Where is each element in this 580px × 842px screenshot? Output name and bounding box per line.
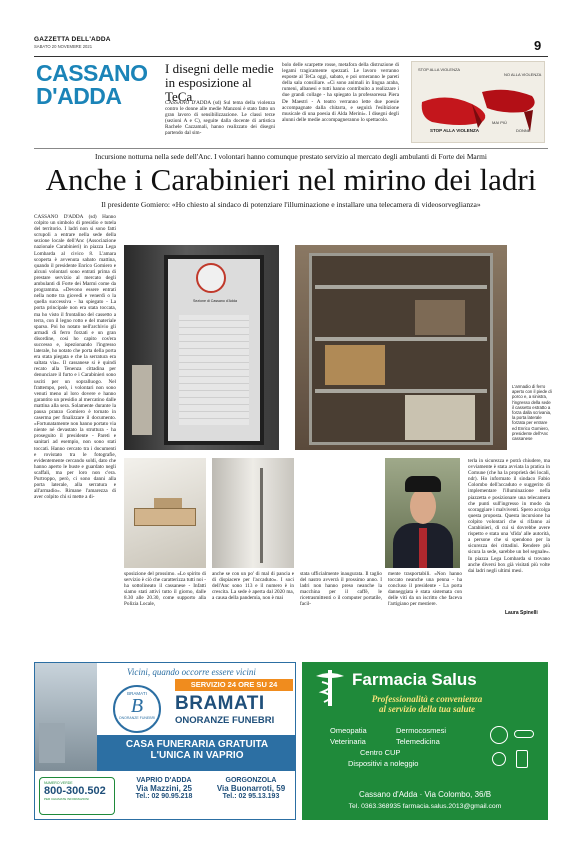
teca-headline: I disegni delle medie in esposizione al TeCa — [165, 61, 274, 104]
vaprio-city: VAPRIO D'ADDA — [136, 777, 192, 784]
bramati-banner-line2: L'UNICA IN VAPRIO — [150, 750, 244, 761]
page-number: 9 — [534, 38, 542, 53]
bramati-location-gorgonzola — [209, 777, 293, 800]
service-omeopatia: Omeopatia — [330, 726, 367, 735]
bramati-name: BRAMATI — [175, 693, 265, 714]
drawer-photo — [124, 458, 206, 568]
bramati-slogan: Vicini, quando occorre essere vicini — [127, 667, 256, 677]
gomiero-portrait — [385, 458, 460, 568]
drawing-text-1: STOP ALLA VIOLENZA — [418, 67, 461, 72]
farmacia-tagline-line2: al servizio della tua salute — [378, 704, 475, 714]
main-col6: terla in sicurezza e potrà chiudere, ma ovviamente è stata avviata la pratica in Comune (che ha la proprietà dei locali, ndr). Ho informato il sindaco Fabio Colombo dell'accaduto e suggerito di implementare l'illuminazione nella piazzetta e posizionare una telecamera che punti sull'ingresso in modo da scoraggiare i malviventi. Spero accolga questa proposta. Questa incursione ha colpito volontari che si rifanno ai Carabinieri, di cui si dovrebbe avere rispetto e stata una 'sfida' alle autorità, a persone che si spendono per la sicurezza dei cittadini. Rendere più sicura la sede, sarebbe un bel segnale». In piazza Lega Lombarda si trovano anche diversi box già visitati più volte dai ladri negli ultimi mesi. — [468, 458, 550, 574]
main-col5: mente trasportabili. «Non hanno toccato neanche una penna - ha concluso il presidente - La porta danneggiata è stata sistemata con delle viti da un iscritto che faceva l'artigiano per mestiere. — [388, 571, 462, 608]
paper-name: GAZZETTA DELL'ADDA — [34, 36, 111, 43]
anc-door-photo — [124, 245, 279, 450]
farmacia-name: Farmacia Salus — [352, 670, 477, 689]
farmacia-tagline — [322, 694, 532, 714]
heart-icon — [490, 726, 508, 744]
bramati-logo-sub: ONORANZE FUNEBRI — [118, 716, 156, 720]
bramati-banner — [97, 735, 296, 771]
green-number-label: NUMERO VERDE — [44, 781, 73, 785]
farmacia-address: Cassano d'Adda · Via Colombo, 36/B — [358, 790, 492, 799]
vaprio-tel[interactable]: Tel.: 02 90.95.218 — [135, 793, 193, 800]
drawing-text-4: MAI PIÙ — [492, 120, 507, 125]
section-town — [36, 62, 152, 108]
drawing-text-2: NO ALLA VIOLENZA — [504, 72, 542, 77]
paw-icon — [492, 752, 506, 766]
bramati-logo — [113, 685, 161, 733]
main-kicker: Incursione notturna nella sede dell'Anc. I volontari hanno comunque prestato servizio al mercato degli ambulanti di Forte dei Marmi — [95, 152, 487, 161]
cabinet-photo — [295, 245, 507, 450]
service-telemedicina: Telemedicina — [396, 737, 440, 746]
teca-col1: CASSANO D'ADDA (sd) Sul tema della violenza contro le donne alle medie Manzoni è stato fatto un gran lavoro di sensibilizzazione. Le classi terze (sezioni A e C), seguite dalla docente di artistica Rachele Cazzamali, hanno realizzato dei disegni partendo dal sim- — [165, 100, 275, 137]
ad-farmacia-salus — [302, 662, 548, 820]
gorgonzola-city: GORGONZOLA — [225, 777, 277, 784]
bramati-logo-name: BRAMATI — [127, 691, 147, 696]
photo-caption: L'armadio di ferro aperto con il piede di porco e, a sinistra, l'ingresso della sede il cassetto estratto a forza dalla scrivania, la porta laterale forzata per entrare ed Enrico Gomiero, presidente dell'Anc cassanese — [512, 384, 552, 442]
section-town-line2: D'ADDA — [36, 83, 122, 109]
main-col1: CASSANO D'ADDA (sd) Hanno colpito un simbolo di presidio e tutela del territorio. I ladri non si sono fatti scrupoli a entrare nella sede della sezione locale dell'Anc (Associazione nazionale Carabinieri) in piazza Lega Lombarda al civico 8. L'amara scoperta è avvenuta sabato mattina, quando il presidente Enrico Gomiero e alcuni volontari sono entrati prima di prestare servizio al mercato degli ambulanti di Forte dei Marmi come da programma. «Devono essere entrati nella notte tra giovedì e venerdì o la quella successiva - ha spiegato - La porta principale non era stata toccata, ma ho visto il frontalino del cassetto a terra, con il legno rotto e del materiale sparso. Poi ho notato nell'archivio gli armadi di ferro forzati e un gran disordine, così ho capito cos'era successo e, ispezionando l'ingresso laterale, ho notato che porta della porta era stata piegata e che la serratura era saltata via». Il cassanese si è quindi recato alla Tenenza cittadina per denunciare il furto e i Carabinieri sono usciti per un sopralluogo. Nel frattempo, però, i volontari non sono venuti meno al loro dovere e hanno garantito un presidio al mercatino dalle mattina alla sera. Solamente durante la pausa pranzo Gomiero è tornato in caserma per finalizzare il documento. «Fortunatamente non hanno portato via niente né devastato la struttura - ha proseguito il presidente - Pareti e sanitari ad esempio, non sono stati toccati. Hanno cercato tra i documenti e rovistato tra le fotografie, evidentemente cercando soldi, dato che hanno aperto le buste e guardato negli scaffali, ma per loro non c'era. Purtroppo, però, ci sono danni alla porta laterale, alla serratura e all'armadio». Rimane l'amarezza di aver colpito chi si mette a di- — [34, 214, 116, 501]
service-centro-cup: Centro CUP — [360, 748, 401, 757]
main-col4: stata ufficialmente inaugurata. Il taglio del nastro avverrà il prossimo anno. I ladri non hanno preso neanche la macchina per il caffè, le ricetrasmittenti o il computer portatile, facil- — [300, 571, 382, 608]
issue-date: SABATO 20 NOVEMBRE 2021 — [34, 44, 93, 49]
green-number[interactable]: 800-300.502 — [44, 785, 106, 797]
service-dermocosmesi: Dermocosmesi — [396, 726, 447, 735]
bramati-service-band: SERVIZIO 24 ORE SU 24 — [175, 679, 293, 691]
teca-col2: bolo delle scarpette rosse, metafora della distruzione di legami tragicamente spezzati. Le lavoro verranno esposte al TeCa oggi, sabato, e poi orneranno le pareti della sala consiliare. «Ci sono animali in lingua araba, rumeni, albanesi e tutti hanno contribuito a realizzare i due grandi collage - ha spiegato la professoressa Piera De Maestri - A teatro verranno lette due poesie accompagnate dalla chitarra, e seguirà l'esibizione musicale di una poesia di Alda Merini». I disegni degli alunni delle medie accompagneranno lo spettacolo. — [282, 62, 399, 123]
door-sign: Sezione di Cassano d'Adda — [192, 299, 238, 303]
bramati-green-number-box — [39, 777, 115, 815]
farmacia-tagline-line1: Professionalità e convenienza — [371, 694, 483, 704]
gorgonzola-street: Via Buonarroti, 59 — [216, 784, 286, 793]
bramati-banner-line1: CASA FUNERARIA GRATUITA — [125, 739, 269, 750]
pill-icon — [514, 730, 534, 738]
anc-logo — [196, 263, 226, 293]
phone-icon — [516, 750, 528, 768]
header-rule — [34, 56, 548, 57]
main-subhead: Il presidente Gomiero: «Ho chiesto al sindaco di potenziare l'illuminazione e installare una telecamera di videosorveglianza» — [101, 200, 481, 209]
service-noleggio: Dispositivi a noleggio — [348, 759, 419, 768]
teca-drawing-photo — [411, 61, 545, 143]
farmacia-contact[interactable]: Tel. 0363.368935 farmacia.salus.2013@gmail.com — [348, 803, 502, 810]
bramati-location-vaprio — [123, 777, 205, 800]
main-col2: sposizione del prossimo. «Lo spirito di servizio è ciò che caratterizza tutti noi - ha sottolineato il cassanese - Infatti siamo stati attivi tutto il giorno, dalle 8.30 alle 20.30, come supporto alla Polizia Locale, — [124, 571, 206, 608]
green-number-sub: PER CHIAMATE INFORMAZIONI — [44, 797, 89, 801]
ad-bramati — [34, 662, 296, 820]
section-rule — [34, 148, 548, 149]
gorgonzola-tel[interactable]: Tel.: 02 95.13.193 — [222, 793, 280, 800]
bramati-logo-letter: B — [130, 695, 144, 717]
side-door-photo — [212, 458, 294, 568]
main-col3: anche se con un po' di mal di pancia e di dispiacere per l'accaduto». I soci dell'Anc sono 113 e il numero è in crescita. La sede è aperta dal 2020 ma, a causa della pandemia, non è mai — [212, 571, 294, 602]
section-town-line1: CASSANO — [36, 60, 148, 86]
service-veterinaria: Veterinaria — [330, 737, 366, 746]
bramati-subname: ONORANZE FUNEBRI — [175, 715, 275, 726]
farmacia-icons — [482, 720, 542, 780]
drawing-text-3: STOP ALLA VIOLENZA — [430, 128, 480, 133]
vaprio-street: Via Mazzini, 25 — [136, 784, 192, 793]
article-author: Laura Spinelli — [505, 610, 538, 616]
drawing-text-5: DONNE — [516, 128, 531, 133]
main-headline: Anche i Carabinieri nel mirino dei ladri — [45, 162, 537, 197]
